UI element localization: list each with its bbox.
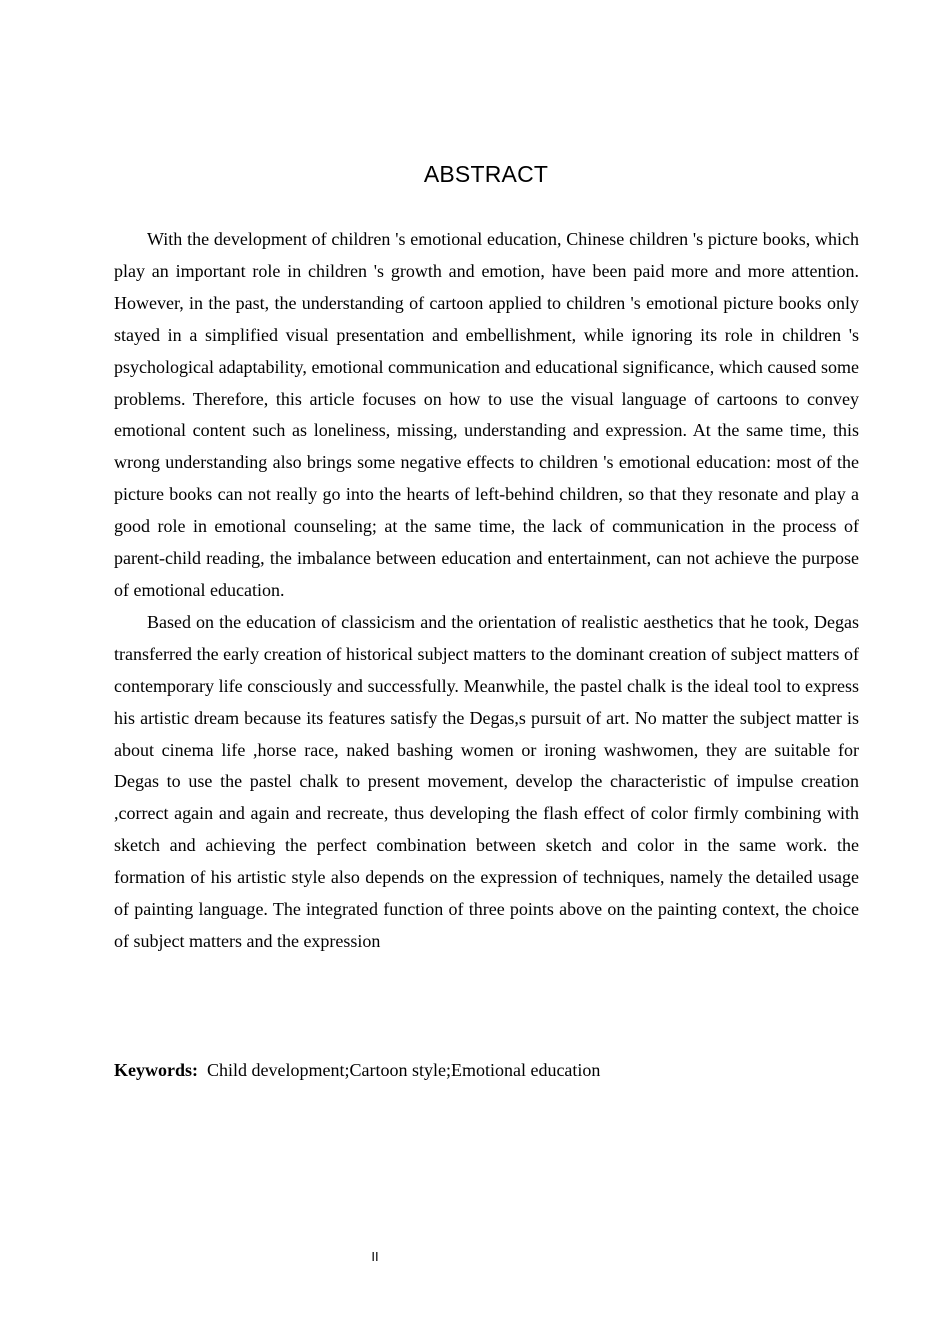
abstract-body xyxy=(114,224,859,958)
keywords-value: Child development;Cartoon style;Emotional education xyxy=(207,1060,601,1080)
page-number: II xyxy=(371,1249,379,1264)
keywords-line xyxy=(114,1054,859,1086)
abstract-title: ABSTRACT xyxy=(423,161,549,187)
abstract-paragraph-1: With the development of children 's emotional education, Chinese children 's picture books, which play an important role in children 's growth and emotion, have been paid more and more attention. However, in the past, the understanding of cartoon applied to children 's emotional picture books only stayed in a simplified visual presentation and embellishment, while ignoring its role in children 's psychological adaptability, emotional communication and educational significance, which caused some problems. Therefore, this article focuses on how to use the visual language of cartoons to convey emotional content such as loneliness, missing, understanding and expression. At the same time, this wrong understanding also brings some negative effects to children 's emotional education: most of the picture books can not really go into the hearts of left-behind children, so that they resonate and play a good role in emotional counseling; at the same time, the lack of communication in the process of parent-child reading, the imbalance between education and entertainment, can not achieve the purpose of emotional education. xyxy=(114,229,859,600)
abstract-paragraph-2: Based on the education of classicism and the orientation of realistic aesthetics that he took, Degas transferred the early creation of historical subject matters to the dominant creation of subject matters of contemporary life consciously and successfully. Meanwhile, the pastel chalk is the ideal tool to express his artistic dream because its features satisfy the Degas,s pursuit of art. No matter the subject matter is about cinema life ,horse race, naked bashing women or ironing washwomen, they are suitable for Degas to use the pastel chalk to present movement, develop the characteristic of impulse creation ,correct again and again and recreate, thus developing the flash effect of color firmly combining with sketch and achieving the perfect combination between sketch and color in the same work. the formation of his artistic style also depends on the expression of techniques, namely the detailed usage of painting language. The integrated function of three points above on the painting context, the choice of subject matters and the expression xyxy=(114,611,859,951)
keywords-label: Keywords: xyxy=(114,1060,198,1080)
